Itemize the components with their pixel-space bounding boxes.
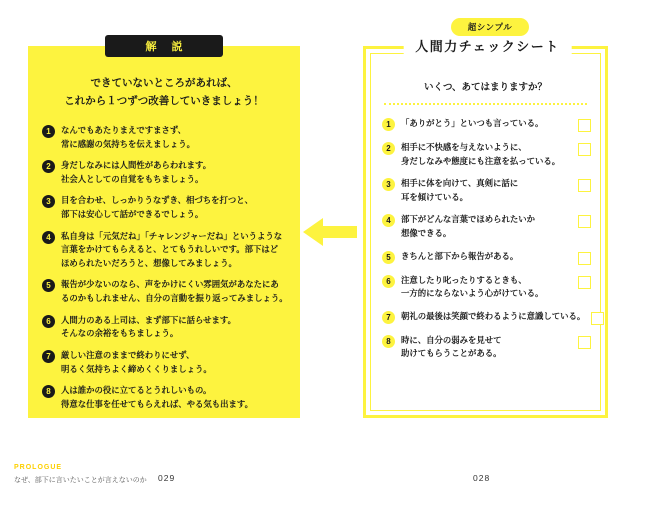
list-item xyxy=(42,159,290,186)
checklist-item-line: 部下がどんな言葉でほめられたいか xyxy=(401,214,535,225)
super-simple-badge xyxy=(451,18,529,36)
explanation-panel xyxy=(28,46,300,418)
checklist-item-number: 3 xyxy=(382,178,395,191)
checklist-item-line: 身だしなみや態度にも注意を払っている。 xyxy=(401,155,561,166)
list-item-number: 8 xyxy=(42,385,55,398)
checklist-item-text xyxy=(401,274,572,301)
list-item-line: そんなの余裕をもちましょう。 xyxy=(61,328,179,339)
list-item-line: 目を合わせ、しっかりうなずき、相づちを打つと、 xyxy=(61,195,254,206)
checkbox[interactable] xyxy=(578,215,591,228)
list-item-line: るのかもしれません、自分の言動を振り返ってみましょう。 xyxy=(61,293,288,304)
checksheet-title: 人間力チェックシート xyxy=(403,36,572,55)
explanation-tab xyxy=(105,35,223,57)
checklist-item-number: 6 xyxy=(382,275,395,288)
list-item xyxy=(42,314,290,341)
checklist-item-number: 2 xyxy=(382,142,395,155)
checklist-item[interactable] xyxy=(382,250,591,265)
list-item xyxy=(42,124,290,151)
list-item-number: 3 xyxy=(42,195,55,208)
checksheet-list xyxy=(382,117,591,370)
checkbox[interactable] xyxy=(578,179,591,192)
list-item-line: 身だしなみには人間性があらわれます。 xyxy=(61,160,212,171)
checklist-item-number: 5 xyxy=(382,251,395,264)
list-item-line: 明るく気持ちよく締めくくりましょう。 xyxy=(61,363,212,374)
checkbox[interactable] xyxy=(578,252,591,265)
dotted-divider xyxy=(384,103,587,106)
checklist-item-number: 7 xyxy=(382,311,395,324)
checklist-item-number: 8 xyxy=(382,335,395,348)
checkbox[interactable] xyxy=(578,119,591,132)
list-item-number: 5 xyxy=(42,279,55,292)
explanation-lead-line-2: これから１つずつ改善していきましょう！ xyxy=(64,95,264,108)
list-item-number: 4 xyxy=(42,231,55,244)
prologue-subtitle: なぜ、部下に言いたいことが言えないのか xyxy=(14,477,147,484)
list-item xyxy=(42,230,290,271)
list-item-line: 人は誰かの役に立てるとうれしいもの。 xyxy=(61,385,212,396)
list-item-line: 部下は安心して話ができるでしょう。 xyxy=(61,209,204,220)
checklist-item[interactable] xyxy=(382,117,591,132)
checklist-item-line: 一方的にならないよう心がけている。 xyxy=(401,288,544,299)
page-number-029: 029 xyxy=(158,473,176,483)
checklist-item-line: 注意したり叱ったりするときも、 xyxy=(401,274,527,285)
explanation-list xyxy=(42,124,290,419)
checklist-item-number: 4 xyxy=(382,214,395,227)
checklist-item-line: 相手に体を向けて、真剣に話に xyxy=(401,178,519,189)
list-item-text xyxy=(61,278,288,305)
page-028 xyxy=(325,0,650,509)
checklist-item-text xyxy=(401,177,572,204)
explanation-lead-line-1: できていないところがあれば、 xyxy=(90,77,238,89)
list-item xyxy=(42,278,290,305)
checklist-item-text xyxy=(401,334,572,361)
checkbox[interactable] xyxy=(578,336,591,349)
checkbox[interactable] xyxy=(578,276,591,289)
list-item-line: 得意な仕事を任せてもらえれば、やる気も出ます。 xyxy=(61,398,253,409)
list-item-number: 1 xyxy=(42,125,55,138)
checklist-item-line: 助けてもらうことがある。 xyxy=(401,348,502,359)
list-item-number: 7 xyxy=(42,350,55,363)
checklist-item-line: 想像できる。 xyxy=(401,228,452,239)
explanation-lead xyxy=(28,74,300,111)
checklist-item-line: 「ありがとう」といつも言っている。 xyxy=(401,118,544,128)
checklist-item[interactable] xyxy=(382,274,591,301)
checkbox[interactable] xyxy=(591,312,604,325)
checklist-item-number: 1 xyxy=(382,118,395,131)
checklist-item[interactable] xyxy=(382,310,591,325)
prologue-label: PROLOGUE xyxy=(14,464,63,471)
checklist-item-line: 相手に不快感を与えないように、 xyxy=(401,142,527,152)
list-item-line: 報告が少ないのなら、声をかけにくい雰囲気があなたにあ xyxy=(61,279,279,290)
list-item-line: 私自身は「元気だね」「チャレンジャーだね」というような xyxy=(61,230,283,241)
list-item-line: 人間力のある上司は、まず部下に話らせます。 xyxy=(61,314,236,325)
arrow-left-icon xyxy=(303,215,357,249)
list-item-text xyxy=(61,194,253,221)
page-number-028: 028 xyxy=(473,473,491,483)
explanation-tab-label: 解 説 xyxy=(145,41,189,53)
checklist-item-line: 耳を傾けている。 xyxy=(401,191,468,202)
list-item-line: 社会人としての自覚をもちましょう。 xyxy=(61,173,204,184)
list-item xyxy=(42,194,290,221)
list-item-line: 言葉をかけてもらえると、とてもうれしいです。部下はど xyxy=(61,244,279,255)
list-item-text xyxy=(61,230,282,271)
checklist-item-text xyxy=(401,213,572,240)
checkbox[interactable] xyxy=(578,143,591,156)
list-item-number: 2 xyxy=(42,160,55,173)
checklist-item-text xyxy=(401,141,572,168)
checklist-item-line: きちんと部下から報告がある。 xyxy=(401,250,519,261)
checklist-item-line: 時に、自分の弱みを見せて xyxy=(401,334,502,345)
list-item-text xyxy=(61,349,212,376)
checksheet-subtitle: いくつ、あてはまりますか？ xyxy=(423,82,548,93)
checklist-item[interactable] xyxy=(382,141,591,168)
list-item-text xyxy=(61,384,253,411)
list-item-line: 常に感謝の気持ちを伝えましょう。 xyxy=(61,138,195,149)
list-item-number: 6 xyxy=(42,315,55,328)
checklist-item-line: 朝礼の最後は笑顔で終わるように意識している。 xyxy=(401,310,586,321)
super-simple-badge-label: 超シンプル xyxy=(467,22,513,32)
checklist-item[interactable] xyxy=(382,334,591,361)
list-item-line: なんでもあたりまえですまさず、 xyxy=(61,125,186,135)
list-item-text xyxy=(61,124,195,151)
list-item-line: ほめられたいだろうと、想像してみましょう。 xyxy=(61,257,237,268)
checklist-item[interactable] xyxy=(382,213,591,240)
list-item-text xyxy=(61,314,236,341)
list-item-line: 厳しい注意のままで終わりにせず、 xyxy=(61,349,195,360)
checklist-item[interactable] xyxy=(382,177,591,204)
checklist-item-text xyxy=(401,250,572,264)
checklist-item-text xyxy=(401,310,585,324)
list-item xyxy=(42,384,290,411)
checksheet-panel xyxy=(363,46,608,418)
checklist-item-text xyxy=(401,117,572,131)
list-item xyxy=(42,349,290,376)
list-item-text xyxy=(61,159,211,186)
